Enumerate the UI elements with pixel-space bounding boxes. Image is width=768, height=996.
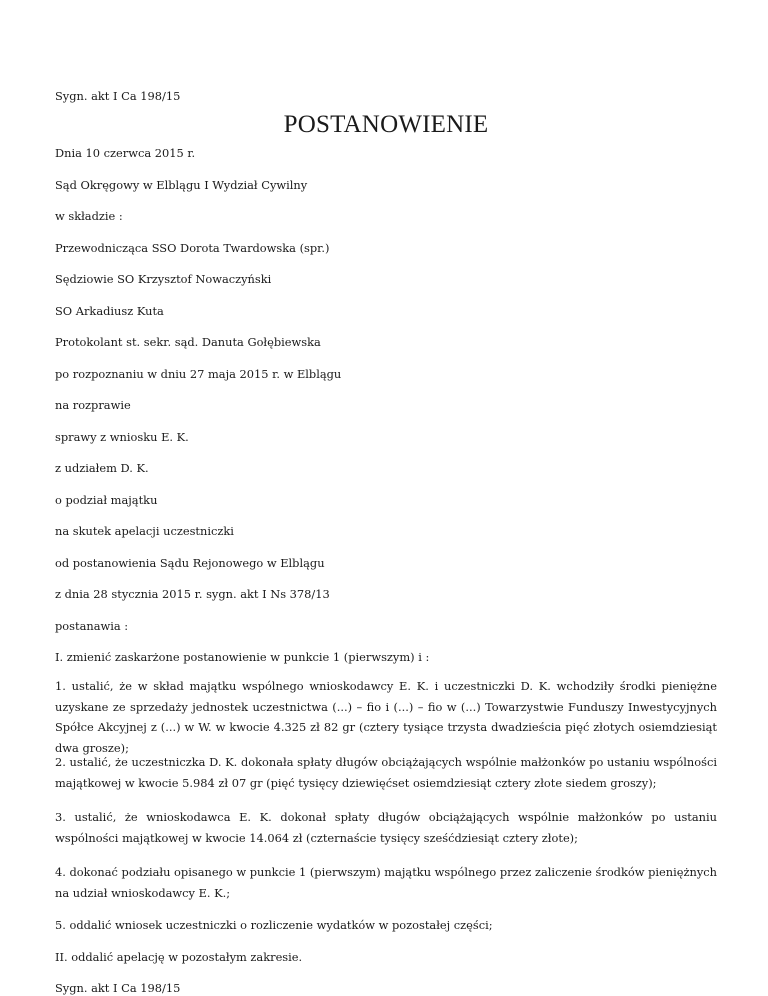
lower-court-decision-date: z dnia 28 stycznia 2015 r. sygn. akt I Ns 378/13 xyxy=(55,587,330,601)
case-reference-top: Sygn. akt I Ca 198/15 xyxy=(55,89,181,103)
participant: z udziałem D. K. xyxy=(55,461,149,475)
judge-1: Sędziowie SO Krzysztof Nowaczyński xyxy=(55,272,272,286)
presiding-judge: Przewodnicząca SSO Dorota Twardowska (spr.) xyxy=(55,241,330,255)
case-reference-bottom: Sygn. akt I Ca 198/15 xyxy=(55,981,181,995)
judge-2: SO Arkadiusz Kuta xyxy=(55,304,164,318)
appeal-info: na skutek apelacji uczestniczki xyxy=(55,524,234,538)
point-i: I. zmienić zaskarżone postanowienie w punkcie 1 (pierwszym) i : xyxy=(55,650,430,664)
document-title: POSTANOWIENIE xyxy=(283,111,489,138)
hearing-info: po rozpoznaniu w dniu 27 maja 2015 r. w Elblągu xyxy=(55,367,342,381)
decision-date: Dnia 10 czerwca 2015 r. xyxy=(55,146,196,160)
ruling-item-1: 1. ustalić, że w skład majątku wspólnego wnioskodawcy E. K. i uczestniczki D. K. wchodziły środki pieniężne uzyskane ze sprzedaży jednostek uczestnictwa (...) – fio i (...) – fio w (...) Towarzystwie Funduszy Inwestycyjnych Spółce Akcyjnej z (...) w W. w kwocie 4.325 zł 82 gr (cztery tysiące trzysta dwadzieścia pięć złotych osiemdziesiąt dwa grosze); xyxy=(55,679,717,755)
resolves-label: postanawia : xyxy=(55,619,129,633)
ruling-item-2: 2. ustalić, że uczestniczka D. K. dokonała spłaty długów obciążających wspólnie małżonków po ustaniu wspólności majątkowej w kwocie 5.984 zł 07 gr (pięć tysięcy dziewięćset osiemdziesiąt cztery złote siedem groszy); xyxy=(55,755,717,790)
case-subject: o podział majątku xyxy=(55,493,158,507)
session-type: na rozprawie xyxy=(55,398,131,412)
composition-label: w składzie : xyxy=(55,209,123,223)
case-motion: sprawy z wniosku E. K. xyxy=(55,430,189,444)
lower-court-decision: od postanowienia Sądu Rejonowego w Elblągu xyxy=(55,556,325,570)
court-clerk: Protokolant st. sekr. sąd. Danuta Gołębiewska xyxy=(55,335,321,349)
ruling-item-5: 5. oddalić wniosek uczestniczki o rozliczenie wydatków w pozostałej części; xyxy=(55,918,493,932)
ruling-item-4: 4. dokonać podziału opisanego w punkcie 1 (pierwszym) majątku wspólnego przez zaliczenie środków pieniężnych na udział wnioskodawcy E. K.; xyxy=(55,865,717,900)
point-ii: II. oddalić apelację w pozostałym zakresie. xyxy=(55,950,303,964)
ruling-item-3: 3. ustalić, że wnioskodawca E. K. dokonał spłaty długów obciążających wspólnie małżonków po ustaniu wspólności majątkowej w kwocie 14.064 zł (czternaście tysięcy sześćdziesiąt cztery złote); xyxy=(55,810,717,845)
court-name: Sąd Okręgowy w Elblągu I Wydział Cywilny xyxy=(55,178,308,192)
